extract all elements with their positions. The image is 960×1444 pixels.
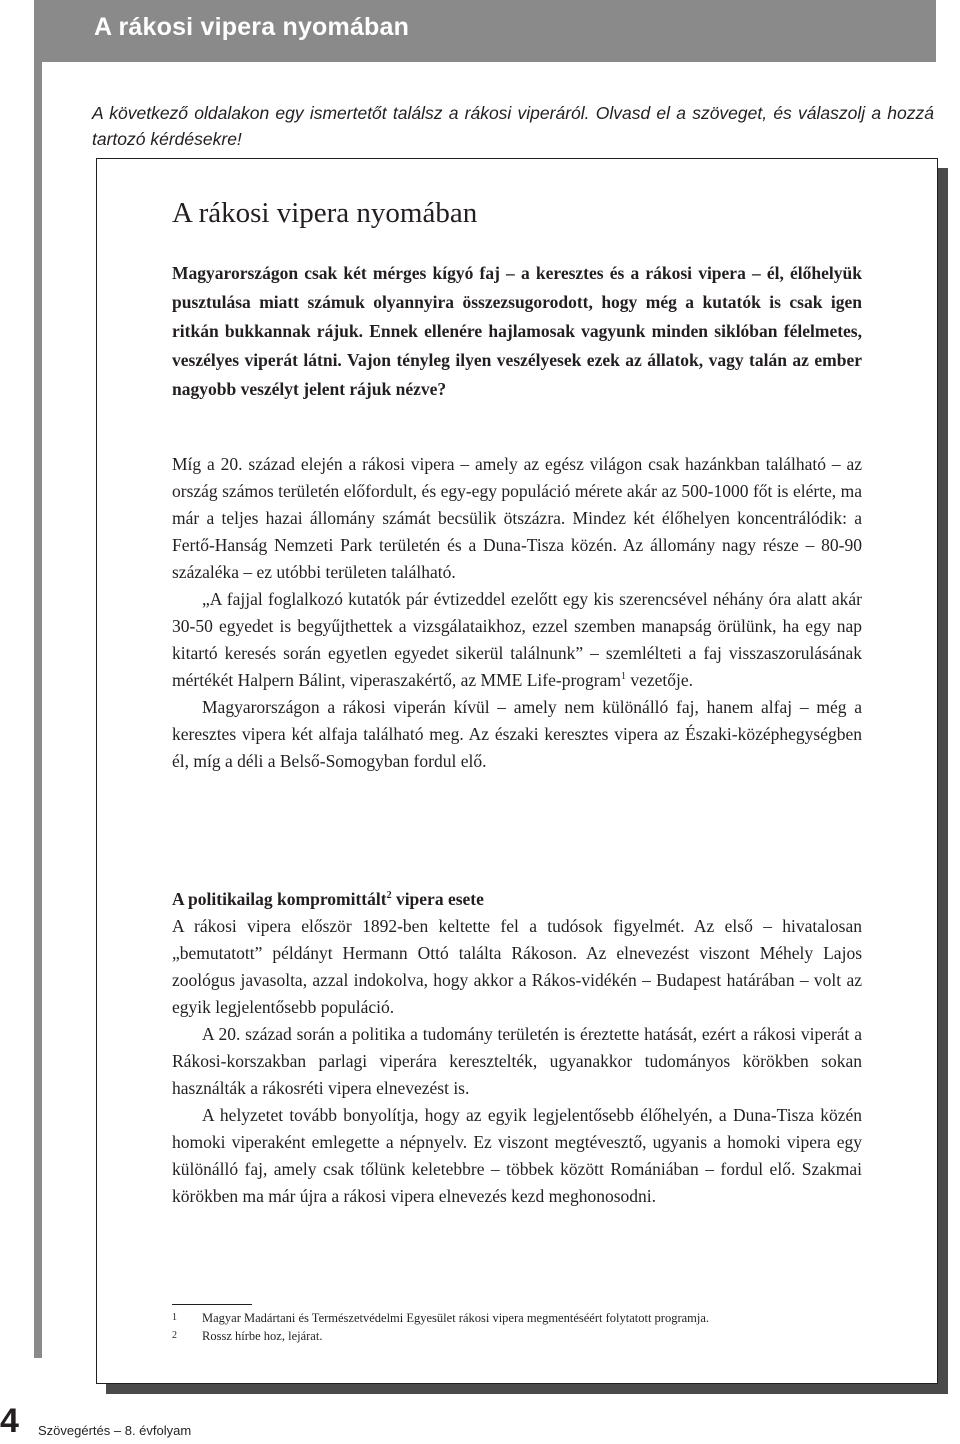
section-heading-end: vipera esete	[391, 889, 484, 909]
paragraph-1: Míg a 20. század elején a rákosi vipera – amely az egész világon csak hazánkban található – az ország számos területén előfordult, és egy-egy populáció mérete akár az 500-1000 főt is elérte, ma már a teljes hazai állomány számát becsülik ötszázra. Mindez két élőhelyen koncentrálódik: a Fertő-Hanság Nemzeti Park területén és a Duna-Tisza közén. Az állomány nagy része – 80-90 százaléka – ez utóbbi területen található.	[172, 454, 862, 582]
footnote-number: 1	[172, 1312, 177, 1323]
paragraph-2-end: vezetője.	[625, 670, 694, 690]
article-body	[172, 451, 862, 775]
paragraph-2	[172, 586, 862, 694]
left-rule	[34, 62, 42, 1358]
section-body	[172, 913, 862, 1210]
footnote-2	[172, 1327, 862, 1345]
intro-instructions: A következő oldalakon egy ismertetőt találsz a rákosi viperáról. Olvasd el a szöveget, és válaszolj a hozzá tartozó kérdésekre!	[92, 103, 934, 149]
paragraph-3: Magyarországon a rákosi viperán kívül – amely nem különálló faj, hanem alfaj – még a keresztes vipera két alfaja található meg. Az északi keresztes vipera az Északi-középhegységben él, míg a déli a Belső-Somogyban fordul elő.	[172, 697, 862, 771]
page-title: A rákosi vipera nyomában	[94, 13, 410, 41]
section-heading	[172, 886, 862, 913]
footnote-ref-2: 2	[386, 890, 392, 902]
footnote-1	[172, 1309, 862, 1327]
article-title: A rákosi vipera nyomában	[172, 197, 478, 229]
paragraph-4: A rákosi vipera először 1892-ben keltette fel a tudósok figyelmét. Az első – hivatalosan „bemutatott” példányt Hermann Ottó találta Rákoson. Az elnevezést viszont Méhely Lajos zoológus javasolta, azzal indokolva, hogy akkor a Rákos-vidékén – Budapest határában – volt az egyik legjelentősebb populáció.	[172, 916, 862, 1017]
article-lead: Magyarországon csak két mérges kígyó faj – a keresztes és a rákosi vipera – él, élőhelyük pusztulása miatt számuk olyannyira összezsugorodott, hogy még a kutatók is csak igen ritkán bukkannak rájuk. Ennek ellenére hajlamosak vagyunk minden siklóban félelmetes, veszélyes viperát látni. Vajon tényleg ilyen veszélyesek ezek az állatok, vagy talán az ember nagyobb veszélyt jelent rájuk nézve?	[172, 263, 862, 399]
footnote-ref-1: 1	[620, 671, 626, 683]
page-footer-label: Szövegértés – 8. évfolyam	[38, 1423, 192, 1438]
footnote-text: Rossz hírbe hoz, lejárat.	[202, 1329, 323, 1343]
header-bar	[34, 0, 936, 62]
paragraph-6: A helyzetet tovább bonyolítja, hogy az egyik legjelentősebb élőhelyén, a Duna-Tisza közén homoki viperaként emlegette a népnyelv. Ez viszont megtévesztő, ugyanis a homoki vipera egy különálló faj, amely csak tőlünk keletebbre – többek között Romániában – fordul elő. Szakmai körökben ma már újra a rákosi vipera elnevezés kezd meghonosodni.	[172, 1105, 862, 1206]
paragraph-2-text: „A fajjal foglalkozó kutatók pár évtizeddel ezelőtt egy kis szerencsével néhány óra alatt akár 30-50 egyedet is begyűjthettek a vizsgálataikhoz, ezzel szemben manapság örülünk, ha egy nap kitartó keresés során egyetlen egyedet sikerül találnunk” – szemlélteti a faj visszaszorulásának mértékét Halpern Bálint, viperaszakértő, az MME Life-program	[172, 589, 862, 690]
page-number: 4	[0, 1402, 19, 1440]
paragraph-5: A 20. század során a politika a tudomány területén is éreztette hatását, ezért a rákosi viperát a Rákosi-korszakban parlagi viperára keresztelték, ugyanakkor tudományos körökben sokan használták a rákosréti vipera elnevezést is.	[172, 1024, 862, 1098]
section-heading-text: A politikailag kompromittált	[172, 889, 387, 909]
footnote-text: Magyar Madártani és Természetvédelmi Egyesület rákosi vipera megmentéséért folytatott programja.	[202, 1311, 710, 1325]
footnote-number: 2	[172, 1330, 177, 1341]
footnote-divider	[172, 1304, 252, 1305]
